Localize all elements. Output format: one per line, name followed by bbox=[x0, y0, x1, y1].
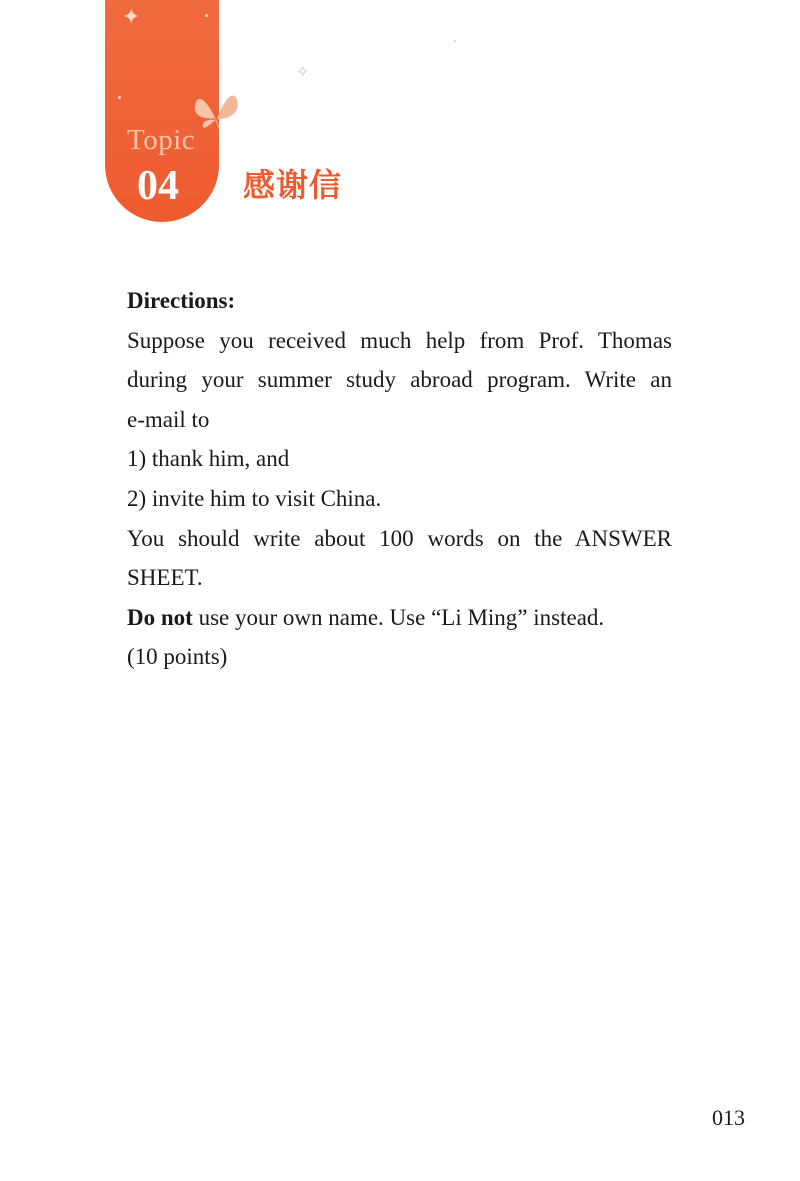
decorative-dot bbox=[454, 40, 456, 42]
sparkle-icon: ✧ bbox=[296, 64, 310, 81]
directions-line: during your summer study abroad program. Write an bbox=[127, 367, 672, 393]
page-number: 013 bbox=[712, 1105, 745, 1130]
directions-line: Suppose you received much help from Prof. Thomas bbox=[127, 327, 672, 353]
emphasis-text: Do not bbox=[127, 604, 193, 630]
directions-line: You should write about 100 words on the ANSWER bbox=[127, 525, 672, 551]
points-note: (10 points) bbox=[127, 644, 228, 670]
directions-line: 2) invite him to visit China. bbox=[127, 485, 382, 511]
directions-line: SHEET. bbox=[127, 565, 203, 591]
directions-heading: Directions: bbox=[127, 288, 236, 313]
sparkle-icon: ✦ bbox=[122, 4, 141, 29]
directions-line bbox=[127, 598, 672, 638]
topic-title: 感谢信 bbox=[243, 166, 343, 204]
butterfly-icon bbox=[193, 88, 241, 134]
decorative-dot bbox=[205, 14, 208, 17]
decorative-dot bbox=[118, 96, 121, 99]
directions-line: e-mail to bbox=[127, 406, 210, 432]
directions-line: 1) thank him, and bbox=[127, 446, 290, 472]
topic-number: 04 bbox=[137, 163, 179, 209]
directions-text: use your own name. Use “Li Ming” instead. bbox=[192, 604, 605, 630]
directions-block bbox=[127, 281, 672, 677]
topic-label: Topic bbox=[127, 124, 196, 156]
